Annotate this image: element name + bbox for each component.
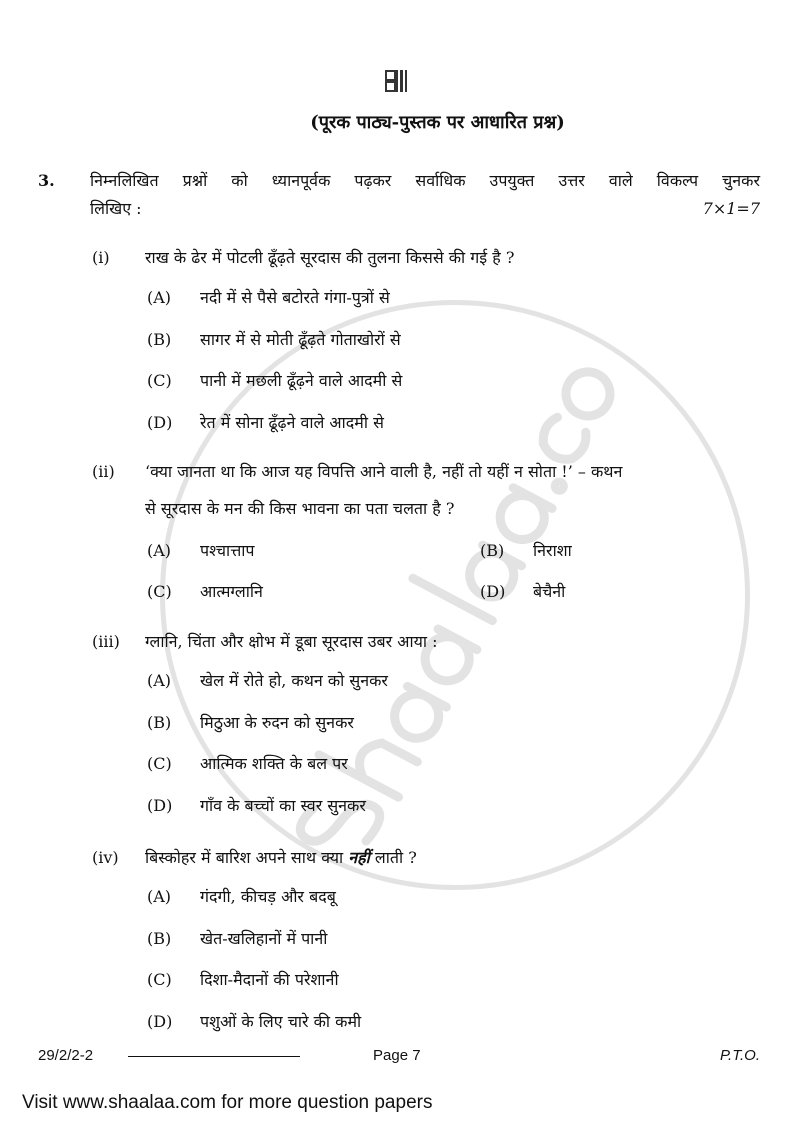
option-label: (B) — [147, 929, 172, 948]
part-number: (iv) — [92, 848, 119, 867]
option-text: गंदगी, कीचड़ और बदबू — [200, 887, 336, 906]
option-label: (B) — [147, 330, 172, 349]
option-label: (D) — [147, 796, 173, 815]
option-text: खेत-खलिहानों में पानी — [200, 929, 328, 948]
option-label: (A) — [147, 288, 172, 307]
option-text: आत्मग्लानि — [200, 582, 263, 601]
section-title: (पूरक पाठ्य-पुस्तक पर आधारित प्रश्न) — [310, 112, 565, 133]
option-text: पानी में मछली ढूँढ़ने वाले आदमी से — [200, 371, 403, 390]
question-number: 3. — [38, 171, 55, 190]
paper-code: 29/2/2-2 — [38, 1047, 94, 1064]
footer-rule — [128, 1056, 300, 1057]
page-number: Page 7 — [373, 1047, 421, 1064]
option-text: खेल में रोते हो, कथन को सुनकर — [200, 671, 388, 690]
part-text-after: लाती ? — [374, 848, 417, 867]
option-text: गाँव के बच्चों का स्वर सुनकर — [200, 796, 366, 815]
option-text: पश्चात्ताप — [200, 541, 255, 560]
part-text-line2: से सूरदास के मन की किस भावना का पता चलता है ? — [145, 499, 455, 518]
option-text: नदी में से पैसे बटोरते गंगा-पुत्रों से — [200, 288, 390, 307]
option-label: (B) — [147, 713, 172, 732]
option-text: निराशा — [533, 541, 572, 560]
part-number: (i) — [92, 248, 110, 267]
option-label: (D) — [147, 1012, 173, 1031]
part-text-before: बिस्कोहर में बारिश अपने साथ क्या — [145, 848, 344, 867]
option-text: रेत में सोना ढूँढ़ने वाले आदमी से — [200, 413, 384, 432]
part-text: ‘क्या जानता था कि आज यह विपत्ति आने वाली है, नहीं तो यहीं न सोता !’ – कथन — [145, 462, 623, 481]
option-label: (D) — [147, 413, 173, 432]
pto: P.T.O. — [719, 1047, 760, 1064]
option-label: (D) — [480, 582, 506, 601]
marks: 7×1=7 — [702, 199, 760, 218]
option-label: (B) — [480, 541, 505, 560]
option-text: दिशा-मैदानों की परेशानी — [200, 970, 339, 989]
option-label: (A) — [147, 671, 172, 690]
part-text — [145, 847, 417, 869]
option-text: मिठुआ के रुदन को सुनकर — [200, 713, 354, 732]
option-label: (C) — [147, 582, 172, 601]
option-text: सागर में से मोती ढूँढ़ते गोताखोरों से — [200, 330, 401, 349]
visit-link[interactable]: Visit www.shaalaa.com for more question papers — [22, 1092, 433, 1113]
option-text: पशुओं के लिए चारे की कमी — [200, 1012, 362, 1031]
option-text: बेचैनी — [533, 582, 566, 601]
option-label: (C) — [147, 371, 172, 390]
part-number: (ii) — [92, 462, 115, 481]
option-label: (C) — [147, 754, 172, 773]
option-label: (A) — [147, 887, 172, 906]
part-number: (iii) — [92, 632, 120, 651]
part-text: ग्लानि, चिंता और क्षोभ में डूबा सूरदास उबर आया : — [145, 632, 438, 651]
question-text-line2: लिखिए : — [90, 199, 142, 218]
option-label: (A) — [147, 541, 172, 560]
question-text: निम्नलिखित प्रश्नों को ध्यानपूर्वक पढ़कर सर्वाधिक उपयुक्त उत्तर वाले विकल्प चुनकर — [90, 171, 760, 190]
part-text: राख के ढेर में पोटली ढूँढ़ते सूरदास की तुलना किससे की गई है ? — [145, 248, 515, 267]
qr-code-icon — [385, 70, 407, 92]
option-label: (C) — [147, 970, 172, 989]
option-text: आत्मिक शक्ति के बल पर — [200, 754, 348, 773]
emphasis: नहीं — [348, 848, 370, 867]
